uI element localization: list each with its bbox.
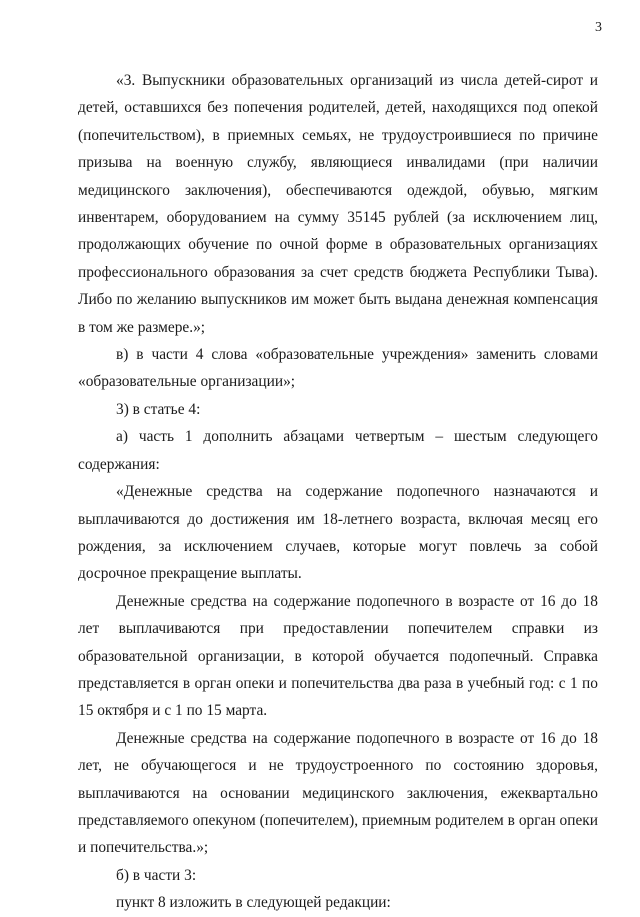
paragraph-payment-16-18-medical: Денежные средства на содержание подопечного в возрасте от 16 до 18 лет, не обучающегося и не трудоустроенного по состоянию здоровья, выплачиваются на основании медицинского заключения, ежеквартально представляемого опекуном (попечителем), приемным родителем в орган опеки и попечительства.»; [78,729,598,857]
paragraph-payment-16-18-certificate: Денежные средства на содержание подопечного в возрасте от 16 до 18 лет выплачиваются при предоставлении попечителем справки из образовательной организации, в которой обучается подопечный. Справка представляется в орган опеки и попечительства два раза в учебный год: с 1 по 15 октября и с 1 по 15 марта. [78,592,598,720]
paragraph-graduates-provision: «3. Выпускники образовательных организаций из числа детей-сирот и детей, оставшихся без попечения родителей, детей, находящихся под опекой (попечительством), в приемных семьях, не трудоустроившиеся по причине призыва на военную службу, являющиеся инвалидами (при наличии медицинского заключения), обеспечиваются одеждой, обувью, мягким инвентарем, оборудованием на сумму 35145 рублей (за исключением лиц, продолжающих обучение по очной форме в образовательных организациях профессионального образования за счет средств бюджета Республики Тыва). Либо по желанию выпускников им может быть выдана денежная компенсация в том же размере.»; [78,72,598,336]
page-number: 3 [595,20,602,35]
document-body [78,67,598,917]
paragraph-part4-replacement: в) в части 4 слова «образовательные учреждения» заменить словами «образовательные организации»; [78,346,598,391]
paragraph-article4-heading: 3) в статье 4: [116,400,201,418]
paragraph-part1-addition: а) часть 1 дополнить абзацами четвертым – шестым следующего содержания: [78,428,598,473]
paragraph-item8-new-wording: пункт 8 изложить в следующей редакции: [116,894,391,912]
paragraph-part3-heading: б) в части 3: [116,866,197,884]
paragraph-payment-until-18: «Денежные средства на содержание подопечного назначаются и выплачиваются до достижения им 18-летнего возраста, включая месяц его рождения, за исключением случаев, которые могут повлечь за собой досрочное прекращение выплаты. [78,483,598,583]
